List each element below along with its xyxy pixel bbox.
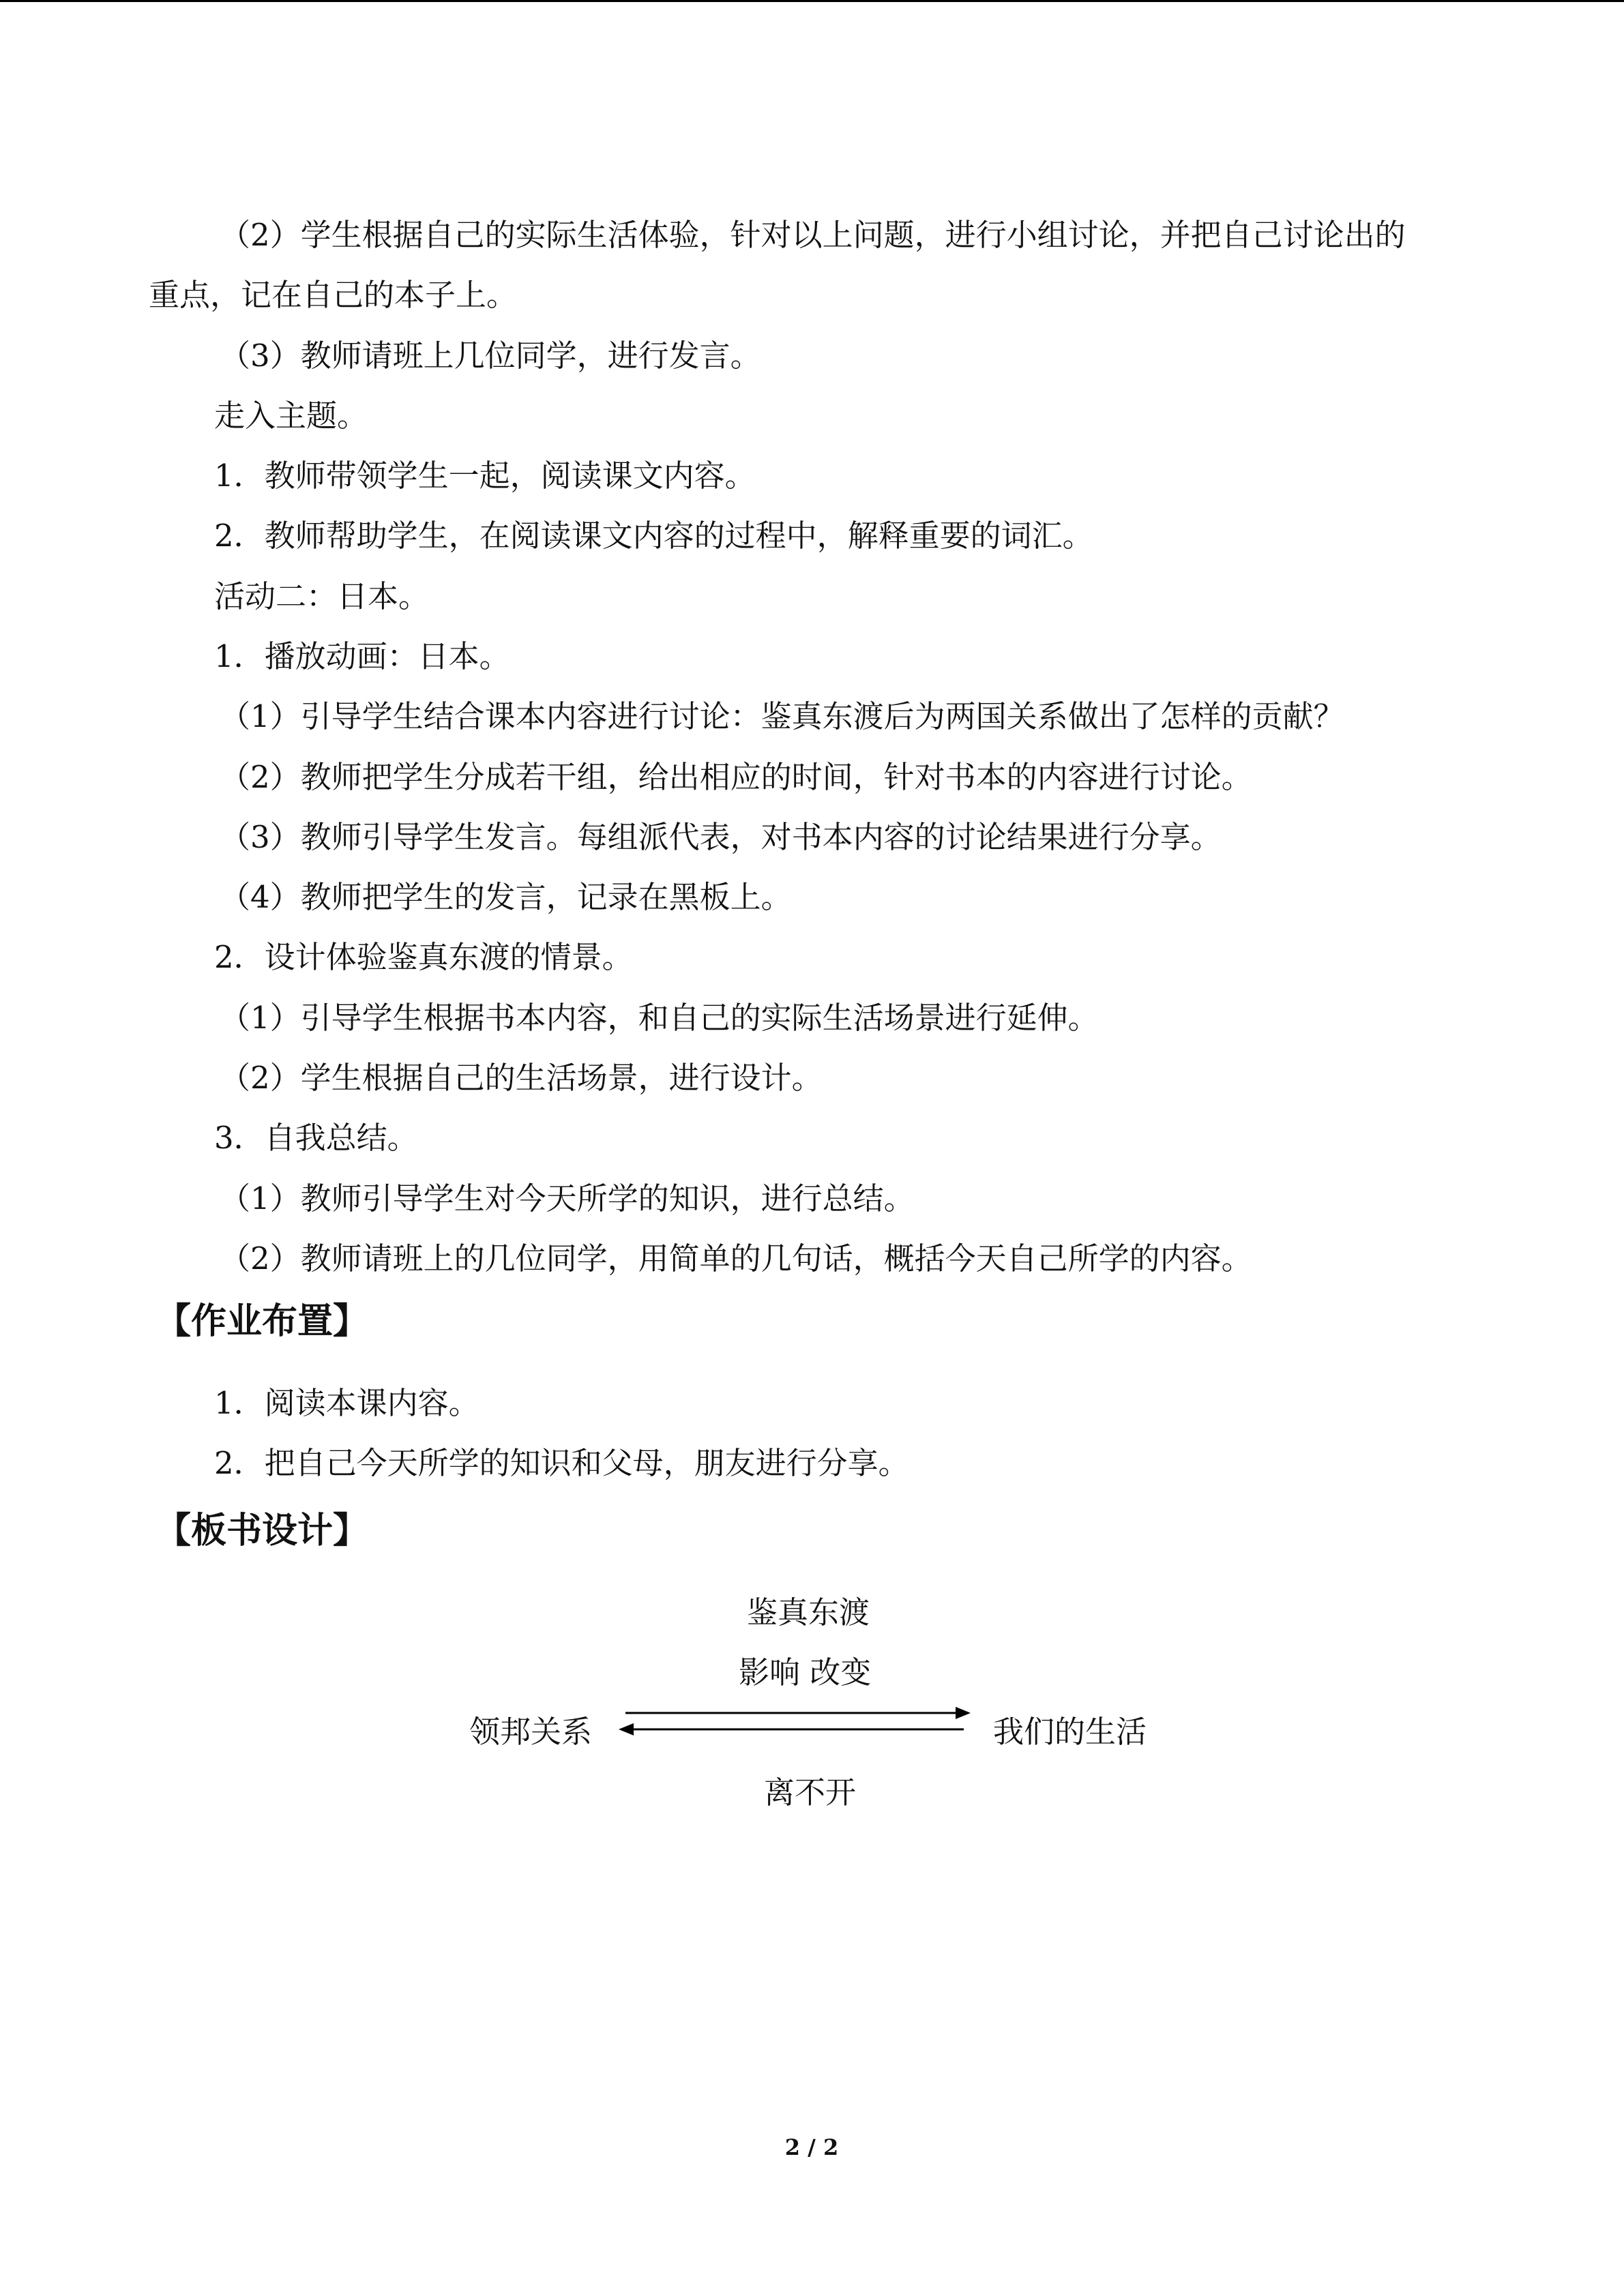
body-line: （2）学生根据自己的生活场景，进行设计。 bbox=[220, 1060, 823, 1096]
body-line: 3．自我总结。 bbox=[214, 1120, 418, 1156]
body-line: （2）学生根据自己的实际生活体验，针对以上问题，进行小组讨论，并把自己讨论出的 bbox=[220, 217, 1406, 253]
board-right-label: 我们的生活 bbox=[993, 1714, 1147, 1750]
body-line: （3）教师引导学生发言。每组派代表，对书本内容的讨论结果进行分享。 bbox=[220, 819, 1222, 855]
homework-heading: 【作业布置】 bbox=[156, 1301, 369, 1342]
page-number: 2 / 2 bbox=[784, 2134, 839, 2160]
board-title: 鉴真东渡 bbox=[747, 1594, 870, 1630]
body-line: （1）教师引导学生对今天所学的知识，进行总结。 bbox=[220, 1180, 915, 1217]
body-line: 走入主题。 bbox=[214, 398, 368, 434]
board-double-arrow bbox=[617, 1701, 972, 1742]
board-left-label: 领邦关系 bbox=[469, 1714, 593, 1750]
body-line: 2．教师帮助学生，在阅读课文内容的过程中，解释重要的词汇。 bbox=[214, 518, 1093, 554]
board-bottom-label: 离不开 bbox=[764, 1774, 857, 1810]
body-line: 1．播放动画：日本。 bbox=[214, 638, 510, 674]
body-line: （1）引导学生根据书本内容，和自己的实际生活场景进行延伸。 bbox=[220, 1000, 1099, 1036]
body-line: （1）引导学生结合课本内容进行讨论：鉴真东渡后为两国关系做出了怎样的贡献？ bbox=[220, 698, 1344, 734]
body-line: （4）教师把学生的发言，记录在黑板上。 bbox=[220, 879, 792, 915]
body-line: （3）教师请班上几位同学，进行发言。 bbox=[220, 338, 761, 374]
left-arrow-icon bbox=[619, 1723, 964, 1735]
homework-item: 1．阅读本课内容。 bbox=[214, 1385, 479, 1421]
body-line: 活动二：日本。 bbox=[214, 578, 430, 614]
board-top-label: 影响 改变 bbox=[739, 1654, 872, 1690]
body-line: （2）教师把学生分成若干组，给出相应的时间，针对书本的内容进行讨论。 bbox=[220, 759, 1252, 795]
body-line: （2）教师请班上的几位同学，用简单的几句话，概括今天自己所学的内容。 bbox=[220, 1240, 1252, 1277]
page-top-border bbox=[0, 0, 1624, 2]
body-line: 2．设计体验鉴真东渡的情景。 bbox=[214, 939, 633, 975]
body-line: 1．教师带领学生一起，阅读课文内容。 bbox=[214, 458, 756, 494]
homework-item: 2．把自己今天所学的知识和父母，朋友进行分享。 bbox=[214, 1445, 909, 1481]
body-line: 重点，记在自己的本子上。 bbox=[149, 277, 518, 313]
board-heading: 【板书设计】 bbox=[156, 1510, 369, 1551]
right-arrow-icon bbox=[625, 1707, 971, 1719]
